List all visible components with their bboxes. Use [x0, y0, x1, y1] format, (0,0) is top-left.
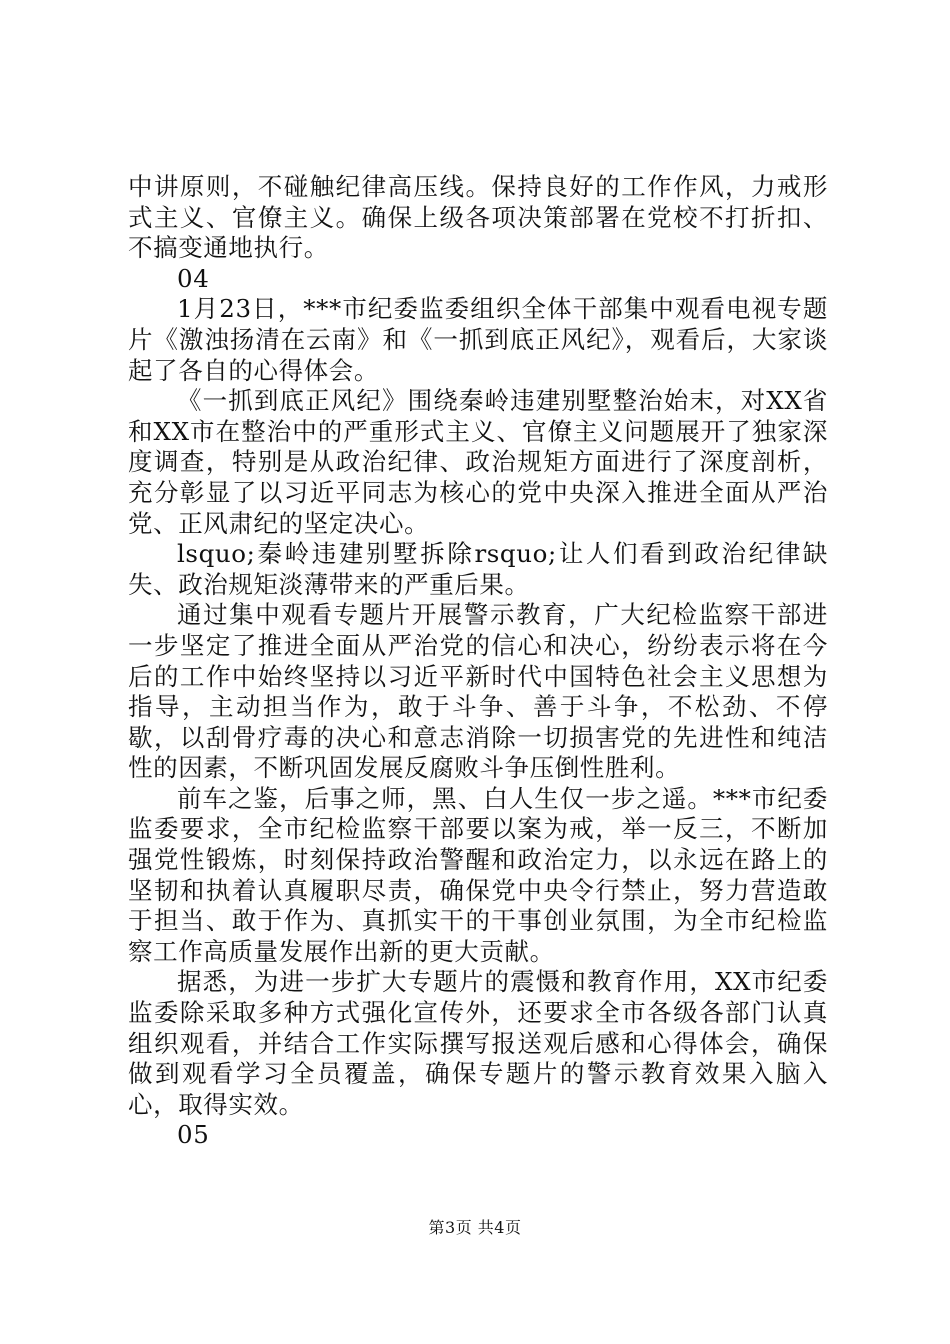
paragraph-film-summary: 《一抓到底正风纪》围绕秦岭违建别墅整治始末，对XX省和XX市在整治中的严重形式主义、官僚主义问题展开了独家深度调查，特别是从政治纪律、政治规矩方面进行了深度剖析，充分彰显了以习近平同志为核心的党中央深入推进全面从严治党、正风肃纪的坚定决心。	[128, 386, 828, 538]
page-number-footer: 第3页 共4页	[428, 1218, 522, 1237]
section-number-05: 05	[177, 1120, 210, 1150]
paragraph-further-actions: 据悉，为进一步扩大专题片的震慑和教育作用，XX市纪委监委除采取多种方式强化宣传外，还要求全市各级各部门认真组织观看，并结合工作实际撰写报送观后感和心得体会，确保做到观看学习全员覆盖，确保专题片的警示教育效果入脑入心，取得实效。	[128, 967, 828, 1119]
paragraph-continuation: 中讲原则，不碰触纪律高压线。保持良好的工作作风，力戒形式主义、官僚主义。确保上级各项决策部署在党校不打折扣、不搞变通地执行。	[128, 172, 828, 263]
paragraph-warning-education: 通过集中观看专题片开展警示教育，广大纪检监察干部进一步坚定了推进全面从严治党的信心和决心，纷纷表示将在今后的工作中始终坚持以习近平新时代中国特色社会主义思想为指导，主动担当作为，敢于斗争、善于斗争，不松劲、不停歇，以刮骨疗毒的决心和意志消除一切损害党的先进性和纯洁性的因素，不断巩固发展反腐败斗争压倒性胜利。	[128, 600, 828, 783]
paragraph-requirements: 前车之鉴，后事之师，黑、白人生仅一步之遥。***市纪委监委要求，全市纪检监察干部要以案为戒，举一反三，不断加强党性锻炼，时刻保持政治警醒和政治定力，以永远在路上的坚韧和执着认真履职尽责，确保党中央令行禁止，努力营造敢于担当、敢于作为、真抓实干的干事创业氛围，为全市纪检监察工作高质量发展作出新的更大贡献。	[128, 783, 828, 966]
section-number-04: 04	[177, 263, 210, 293]
paragraph-demolition-lesson: lsquo;秦岭违建别墅拆除rsquo;让人们看到政治纪律缺失、政治规矩淡薄带来的严重后果。	[128, 539, 828, 599]
document-body	[128, 172, 828, 1151]
paragraph-viewing-event: 1月23日，***市纪委监委组织全体干部集中观看电视专题片《激浊扬清在云南》和《一抓到底正风纪》，观看后，大家谈起了各自的心得体会。	[128, 294, 828, 385]
